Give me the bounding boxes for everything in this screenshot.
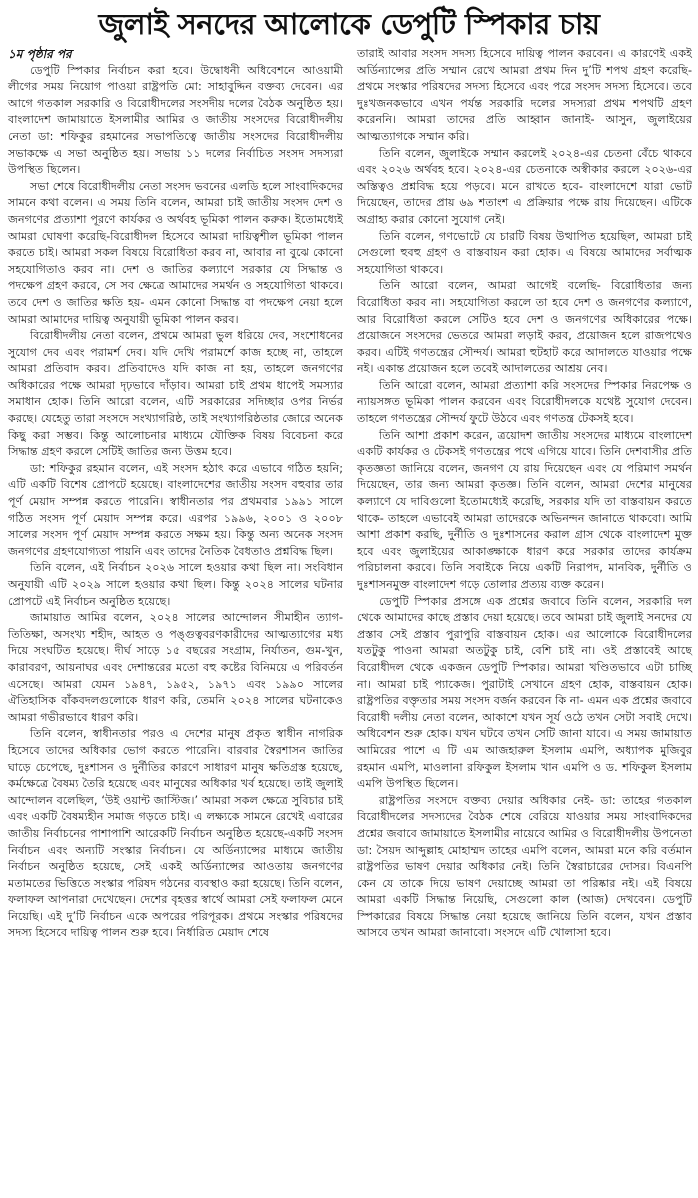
paragraph: সভা শেষে বিরোধীদলীয় নেতা সংসদ ভবনের এলডি হলে সাংবাদিকদের সামনে কথা বলেন। এ সময় তিনি বলেন, আমরা চাই জাতীয় সংসদ দেশ ও জনগণের প্রত্যাশা পূরণে কার্যকর ও অর্থবহ ভূমিকা পালন করুক। ইতোমধ্যেই আমরা ঘোষণা করেছি-বিরোধীদল হিসেবে আমরা দায়িত্বশীল ভূমিকা পালন করতে চাই। আমরা সকল বিষয়ে বিরোধিতা করব না, আবার না বুঝে কোনো সহযোগিতাও করব না। দেশ ও জাতির কল্যাণে সরকার যে সিদ্ধান্ত ও পদক্ষেপ গ্রহণ করবে, সে সব ক্ষেত্রে আমাদের সমর্থন ও সহযোগিতা থাকবে। তবে দেশ ও জাতির ক্ষতি হয়- এমন কোনো সিদ্ধান্ত বা পদক্ষেপ নেয়া হলে আমরা আমাদের দায়িত্ব অনুযায়ী ভূমিকা পালন করব। bbox=[8, 179, 343, 326]
paragraph: জামায়াত আমির বলেন, ২০২৪ সালের আন্দোলন সীমাহীন ত্যাগ-তিতিক্ষা, অসংখ্য শহীদ, আহত ও পঙ্গুত্ববরণকারীদের আত্মত্যাগের মধ্য দিয়ে সংঘটিত হয়েছে। দীর্ঘ সাড়ে ১৫ বছরের সংগ্রাম, নির্যাতন, গুম-খুন, কারাবরণ, আয়নাঘর এবং দেশান্তরের মতো বহু কষ্টের বিনিময়ে এ পরিবর্তন এসেছে। আমরা যেমন ১৯৪৭, ১৯৫২, ১৯৭১ এবং ১৯৯০ সালের ঐতিহাসিক বাঁকবদলগুলোকে ধারণ করি, তেমনি ২০২৪ সালের ঘটনাকেও আমরা গভীরভাবে ধারণ করি। bbox=[8, 611, 343, 724]
paragraph: ডা: শফিকুর রহমান বলেন, এই সংসদ হঠাৎ করে এভাবে গঠিত হয়নি; এটি একটি বিশেষ প্রোপটে হয়েছে। বাংলাদেশের জাতীয় সংসদ বহুবার তার পূর্ণ মেয়াদ সম্পন্ন করতে পারেনি। স্বাধীনতার পর প্রথমবার ১৯৯১ সালে গঠিত সংসদ পূর্ণ মেয়াদ সম্পন্ন করে। এরপর ১৯৯৬, ২০০১ ও ২০০৮ সালের সংসদ পূর্ণ মেয়াদ সম্পন্ন করতে সক্ষম হয়। কিন্তু অন্য অনেক সংসদ জনগণের গ্রহণযোগ্যতা পায়নি এবং তাদের নৈতিক বৈধতাও প্রশ্নবিদ্ধ ছিল। bbox=[8, 461, 343, 558]
right-column bbox=[357, 46, 692, 942]
paragraph: ডেপুটি স্পিকার প্রসঙ্গে এক প্রশ্নের জবাবে তিনি বলেন, সরকারি দল থেকে আমাদের কাছে প্রস্তাব দেয়া হয়েছে। তবে আমরা চাই জুলাই সনদের যে প্রস্তাব সেই প্রস্তাব পুরাপুরি বাস্তবায়ন হোক। এর আলোকে বিরোধীদলের যতটুকু পাওনা আমরা অতটুকু চাই, বেশি চাই না। ওই প্রস্তাবেই আছে বিরোধীদল থেকে একজন ডেপুটি স্পিকার। আমরা খণ্ডিতভাবে এটা চাচ্ছি না। আমরা চাই প্যাকেজ। পুরাটাই সেখানে গ্রহণ হোক, বাস্তবায়ন হোক। রাষ্ট্রপতির বক্তৃতার সময় সংসদ বর্জন করবেন কি না- এমন এক প্রশ্নের জবাবে বিরোধী দলীয় নেতা বলেন, আকাশে যখন সূর্য ওঠে তখন সেটা সবাই দেখে। অধিবেশন শুরু হোক। যখন ঘটবে তখন সেটি জানা যাবে। এ সময় জামায়াত আমিরের পাশে এ টি এম আজহারুল ইসলাম এমপি, অধ্যাপক মুজিবুর রহমান এমপি, মাওলানা রফিকুল ইসলাম খান এমপি ও ড. শফিকুল ইসলাম এমপি উপস্থিত ছিলেন। bbox=[357, 594, 692, 791]
left-column bbox=[8, 46, 343, 942]
paragraph: তিনি বলেন, জুলাইকে সম্মান করলেই ২০২৪-এর চেতনা বেঁচে থাকবে এবং ২০২৬ অর্থবহ হবে। ২০২৪-এর চেতনাকে অস্বীকার করলে ২০২৬-এর অস্তিত্বও প্রশ্নবিদ্ধ হয়ে পড়বে। মনে রাখতে হবে- বাংলাদেশে যারা ভোট দিয়েছেন, তাদের প্রায় ৬৯ শতাংশ এ প্রক্রিয়ার পক্ষে রায় দিয়েছেন। এটিকে অগ্রাহ্য করার কোনো সুযোগ নেই। bbox=[357, 146, 692, 226]
paragraph: তিনি বলেন, এই নির্বাচন ২০২৬ সালে হওয়ার কথা ছিল না। সংবিধান অনুযায়ী এটি ২০২৯ সালে হওয়ার কথা ছিল। কিন্তু ২০২৪ সালের ঘটনার প্রোপটে এই নির্বাচন অনুষ্ঠিত হয়েছে। bbox=[8, 561, 343, 608]
paragraph: তিনি আরো বলেন, আমরা প্রত্যাশা করি সংসদের স্পিকার নিরপেক্ষ ও ন্যায়সঙ্গত ভূমিকা পালন করবেন এবং বিরোধীদলকে যথেষ্ট সুযোগ দেবেন। তাহলে গণতন্ত্রের সৌন্দর্য ফুটে উঠবে এবং গণতন্ত্র টেকসই হবে। bbox=[357, 378, 692, 426]
paragraph: তিনি আরো বলেন, আমরা আগেই বলেছি- বিরোধিতার জন্য বিরোধিতা করব না। সহযোগিতা করলে তা হবে দেশ ও জনগণের কল্যাণে, আর বিরোধিতা করলে সেটিও হবে দেশ ও জনগণের অধিকারের পক্ষে। প্রয়োজনে সংসদের ভেতরে আমরা লড়াই করব, প্রয়োজন হলে রাজপথেও করব। এটিই গণতন্ত্রের সৌন্দর্য। আমরা হুটহাট করে আদালতে যাওয়ার পক্ষে নই। একান্ত প্রয়োজন হলে তবেই আদালতের আশ্রয় নেব। bbox=[357, 279, 692, 376]
article-body bbox=[8, 46, 692, 942]
paragraph: তিনি বলেন, গণভোটে যে চারটি বিষয় উত্থাপিত হয়েছিল, আমরা চাই সেগুলো হুবহু গ্রহণ ও বাস্তবায়ন করা হোক। এ বিষয়ে আমাদের সর্বাত্মক সহযোগিতা থাকবে। bbox=[357, 229, 692, 276]
paragraph: তিনি বলেন, স্বাধীনতার পরও এ দেশের মানুষ প্রকৃত স্বাধীন নাগরিক হিসেবে তাদের অধিকার ভোগ করতে পারেনি। বারবার স্বৈরশাসন জাতির ঘাড়ে চেপেছে, দুঃশাসন ও দুর্নীতির কারণে সাধারণ মানুষ ক্ষতিগ্রস্ত হয়েছে, কর্মক্ষেত্রে বৈষম্য তৈরি হয়েছে এবং মানুষের অধিকার খর্ব হয়েছে। তাই জুলাই আন্দোলন বলেছিল, ‘উই ওয়ান্ট জাস্টিজ।’ আমরা সকল ক্ষেত্রে সুবিচার চাই এবং একটি বৈষম্যহীন সমাজ গড়তে চাই। এ লক্ষ্যকে সামনে রেখেই এবারের জাতীয় নির্বাচনের পাশাপাশি আরেকটি নির্বাচন অনুষ্ঠিত হয়েছে-একটি সংসদ নির্বাচন এবং অন্যটি সংস্কার নির্বাচন। যে অর্ডিন্যান্সের মাধ্যমে জাতীয় নির্বাচন অনুষ্ঠিত হয়েছে, সেই একই অর্ডিন্যান্সের আওতায় জনগণের মতামতের ভিত্তিতে সংস্কার পরিষদ গঠনের ব্যবস্থাও করা হয়েছে। তিনি বলেন, ফলাফল আপনারা দেখেছেন। দেশের বৃহত্তর স্বার্থে আমরা সেই ফলাফল মেনে নিয়েছি। এই দু’টি নির্বাচন একে অপরের পরিপূরক। প্রথমে সংস্কার পরিষদের সদস্য হিসেবে দায়িত্ব পালন শুরু হবে। নির্ধারিত মেয়াদ শেষে bbox=[8, 727, 343, 940]
paragraph: ডেপুটি স্পিকার নির্বাচন করা হবে। উদ্বোধনী অধিবেশনে আওয়ামী লীগের সময় নিয়োগ পাওয়া রাষ্ট্রপতি মো: সাহাবুদ্দিন বক্তব্য দেবেন। এর আগে গতকাল সরকারি ও বিরোধীদলের সংসদীয় দলের বৈঠক অনুষ্ঠিত হয়। বাংলাদেশ জামায়াতে ইসলামীর আমির ও জাতীয় সংসদের বিরোধীদলীয় নেতা ডা: শফিকুর রহমানের সভাপতিত্বে জাতীয় সংসদের বিরোধীদলীয় সভাকক্ষে এ সভা অনুষ্ঠিত হয়। সভায় ১১ দলের নির্বাচিত সংসদ সদস্যরা উপস্থিত ছিলেন। bbox=[8, 63, 343, 177]
jump-label: ১ম পৃষ্ঠার পর bbox=[8, 47, 72, 61]
paragraph: তারাই আবার সংসদ সদস্য হিসেবে দায়িত্ব পালন করবেন। এ কারণেই একই অর্ডিন্যান্সের প্রতি সম্মান রেখে আমরা প্রথম দিন দু’টি শপথ গ্রহণ করেছি- প্রথমে সংস্কার পরিষদের সদস্য হিসেবে এবং পরে সংসদ সদস্য হিসেবে। তবে দুঃখজনকভাবে এখন পর্যন্ত সরকারি দলের সদস্যরা প্রথম শপথটি গ্রহণ করেননি। আমরা তাদের প্রতি আহ্বান জানাই- আসুন, জুলাইয়ের আত্মত্যাগকে সম্মান করি। bbox=[357, 47, 692, 143]
paragraph: বিরোধীদলীয় নেতা বলেন, প্রথমে আমরা ভুল ধরিয়ে দেব, সংশোধনের সুযোগ দেব এবং পরামর্শ দেব। যদি দেখি পরামর্শে কাজ হচ্ছে না, তাহলে আমরা প্রতিবাদ করব। প্রতিবাদেও যদি কাজ না হয়, তাহলে জনগণের অধিকারের পক্ষে আমরা দৃঢ়ভাবে দাঁড়াব। আমরা চাই প্রথম ধাপেই সমস্যার সমাধান হোক। তিনি আরো বলেন, এটি সরকারের সদিচ্ছার ওপর নির্ভর করছে। যেহেতু তারা সংসদে সংখ্যাগরিষ্ঠ, তাই সংখ্যাগরিষ্ঠতার জোরে অনেক কিছু করা সম্ভব। কিন্তু আলোচনার মাধ্যমে যৌক্তিক বিষয় বিবেচনা করে সিদ্ধান্ত গ্রহণ করলে সেটিই জাতির জন্য উত্তম হবে। bbox=[8, 329, 343, 459]
paragraph: তিনি আশা প্রকাশ করেন, ত্রয়োদশ জাতীয় সংসদের মাধ্যমে বাংলাদেশ একটি কার্যকর ও টেকসই গণতন্ত্রের পথে এগিয়ে যাবে। তিনি দেশবাসীর প্রতি কৃতজ্ঞতা জানিয়ে বলেন, জনগণ যে রায় দিয়েছেন এবং যে পরিমাণ সমর্থন দিয়েছেন, তার জন্য আমরা কৃতজ্ঞ। তিনি বলেন, আমরা দেশের মানুষের কল্যাণে যে দাবিগুলো ইতোমধ্যেই করেছি, সরকার যদি তা বাস্তবায়ন করতে থাকে- তাহলে এভাবেই আমরা তাদেরকে অভিনন্দন জানাতে থাকবো। আমি আশা প্রকাশ করছি, দুর্নীতি ও দুঃশাসনের করাল গ্রাস থেকে বাংলাদেশ মুক্ত হবে এবং জুলাইয়ের আকাঙ্ক্ষাকে ধারণ করে সরকার তাদের কার্যক্রম পরিচালনা করবে। তিনি সবাইকে নিয়ে একটি নিরাপদ, মানবিক, দুর্নীতি ও দুঃশাসনমুক্ত বাংলাদেশ গড়ে তোলার প্রত্যয় ব্যক্ত করেন। bbox=[357, 428, 692, 591]
paragraph: রাষ্ট্রপতির সংসদে বক্তব্য দেয়ার অধিকার নেই- ডা: তাহের গতকাল বিরোধীদলের সদস্যদের বৈঠক শেষে বেরিয়ে যাওয়ার সময় সাংবাদিকদের প্রশ্নের জবাবে জামায়াতে ইসলামীর নায়েবে আমির ও বিরোধীদলীয় উপনেতা ডা: সৈয়দ আব্দুল্লাহ মোহাম্মদ তাহের এমপি বলেন, আমরা মনে করি বর্তমান রাষ্ট্রপতির ভাষণ দেয়ার অধিকার নেই। তিনি স্বৈরাচারের দোসর। বিএনপি কেন যে তাকে দিয়ে ভাষণ দেয়াচ্ছে আমরা তা পরিষ্কার নই। এই বিষয়ে আমরা একটি সিদ্ধান্ত নিয়েছি, সেগুলো কাল (আজ) দেখবেন। ডেপুটি স্পিকারের বিষয়ে সিদ্ধান্ত নেয়া হয়েছে জানিয়ে তিনি বলেন, যখন প্রস্তাব আসবে তখন আমরা জানাবো। সংসদে এটি খোলাসা হবে। bbox=[357, 793, 692, 940]
headline: জুলাই সনদের আলোকে ডেপুটি স্পিকার চায় bbox=[98, 7, 600, 41]
